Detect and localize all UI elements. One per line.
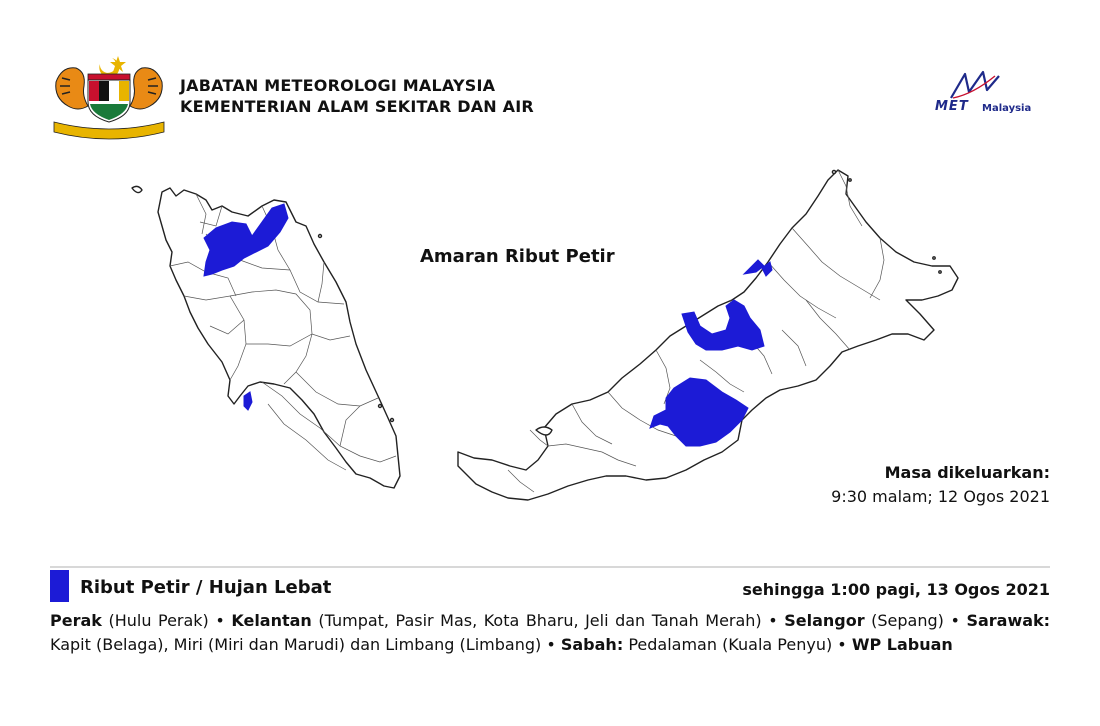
selangor-detail: (Sepang)	[871, 611, 944, 630]
coat-of-arms-icon	[48, 52, 170, 140]
bullet-separator: •	[837, 635, 847, 654]
issued-label: Masa dikeluarkan:	[884, 463, 1050, 482]
malaysia-logo-text: Malaysia	[982, 103, 1032, 114]
issued-time-block	[831, 461, 1050, 509]
met-malaysia-logo	[935, 70, 1047, 120]
bullet-separator: •	[950, 611, 960, 630]
ministry-name: KEMENTERIAN ALAM SEKITAR DAN AIR	[180, 97, 534, 116]
sabah-detail: Pedalaman (Kuala Penyu)	[628, 635, 833, 654]
map-title: Amaran Ribut Petir	[420, 246, 615, 267]
legend-label: Ribut Petir / Hujan Lebat	[80, 577, 332, 598]
agency-name: JABATAN METEOROLOGI MALAYSIA	[180, 76, 496, 95]
met-logo-text: MET	[935, 99, 969, 114]
state-sabah: Sabah:	[560, 635, 624, 654]
warning-sepang	[244, 392, 252, 410]
state-sarawak: Sarawak:	[966, 611, 1051, 630]
issued-value: 9:30 malam; 12 Ogos 2021	[831, 487, 1050, 506]
legend-swatch	[50, 570, 69, 602]
state-kelantan: Kelantan	[231, 611, 312, 630]
state-labuan: WP Labuan	[851, 635, 953, 654]
sarawak-detail: Kapit (Belaga), Miri (Miri dan Marudi) dan Limbang (Limbang)	[50, 635, 542, 654]
langkawi	[132, 186, 142, 192]
state-selangor: Selangor	[784, 611, 865, 630]
validity-time: sehingga 1:00 pagi, 13 Ogos 2021	[742, 580, 1050, 599]
bullet-separator: •	[546, 635, 556, 654]
perak-detail: (Hulu Perak)	[108, 611, 209, 630]
state-perak: Perak	[50, 611, 102, 630]
bullet-separator: •	[215, 611, 225, 630]
divider	[50, 566, 1050, 568]
affected-areas	[50, 609, 1050, 657]
agency-heading	[180, 75, 534, 117]
bullet-separator: •	[768, 611, 778, 630]
kelantan-detail: (Tumpat, Pasir Mas, Kota Bharu, Jeli dan Tanah Merah)	[318, 611, 762, 630]
kuching-area	[536, 427, 552, 435]
